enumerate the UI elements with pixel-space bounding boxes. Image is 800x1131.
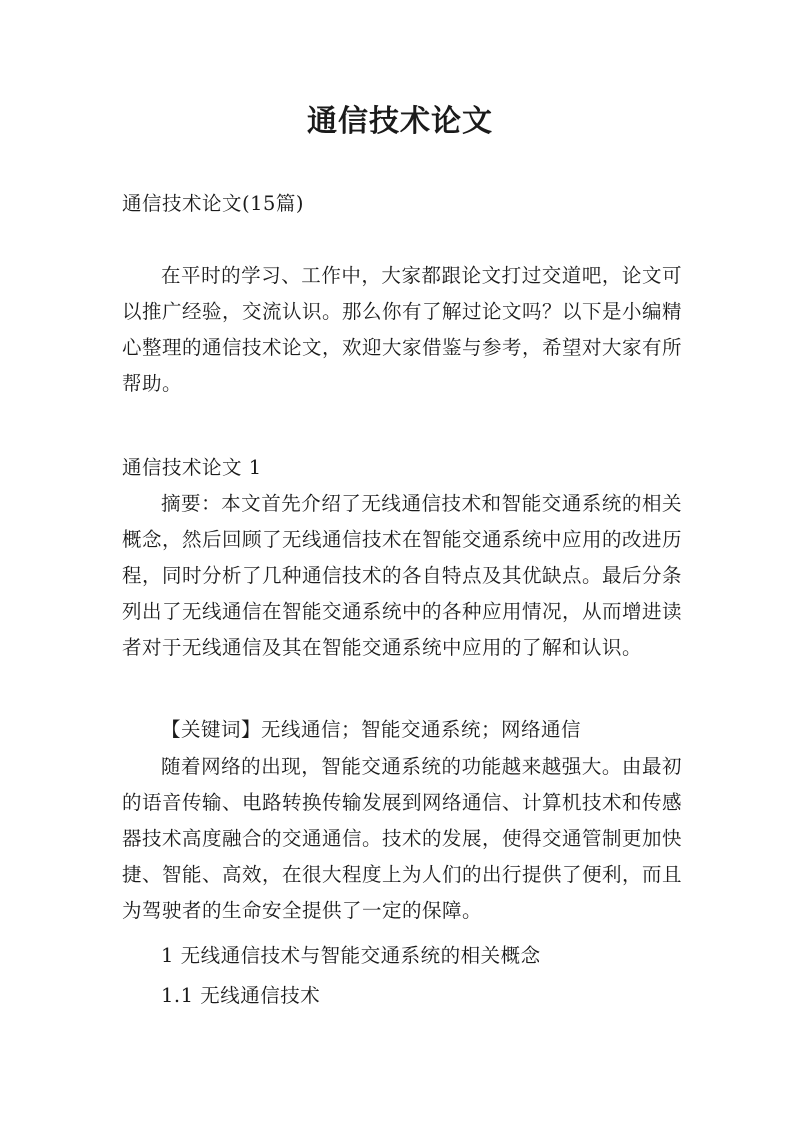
abstract-paragraph: 摘要：本文首先介绍了无线通信技术和智能交通系统的相关概念，然后回顾了无线通信技术在智能交通系统中应用的改进历程，同时分析了几种通信技术的各自特点及其优缺点。最后分条列出了无线通信在智能交通系统中的各种应用情况，从而增进读者对于无线通信及其在智能交通系统中应用的了解和认识。 [122,492,683,659]
document-title: 通信技术论文 [307,104,493,139]
body-paragraph: 随着网络的出现，智能交通系统的功能越来越强大。由最初的语音传输、电路转换传输发展到网络通信、计算机技术和传感器技术高度融合的交通通信。技术的发展，使得交通管制更加快捷、智能、高效，在很大程度上为人们的出行提供了便利，而且为驾驶者的生命安全提供了一定的保障。 [122,755,683,922]
keywords-line: 【关键词】无线通信；智能交通系统；网络通信 [161,718,582,741]
intro-paragraph: 在平时的学习、工作中，大家都跟论文打过交道吧，论文可以推广经验，交流认识。那么你有了解过论文吗？以下是小编精心整理的通信技术论文，欢迎大家借鉴与参考，希望对大家有所帮助。 [122,264,683,395]
section-heading: 通信技术论文 1 [122,456,262,479]
document-subtitle: 通信技术论文(15篇) [122,192,305,215]
heading-level-1: 1 无线通信技术与智能交通系统的相关概念 [161,944,541,967]
heading-level-2: 1.1 无线通信技术 [161,984,321,1007]
